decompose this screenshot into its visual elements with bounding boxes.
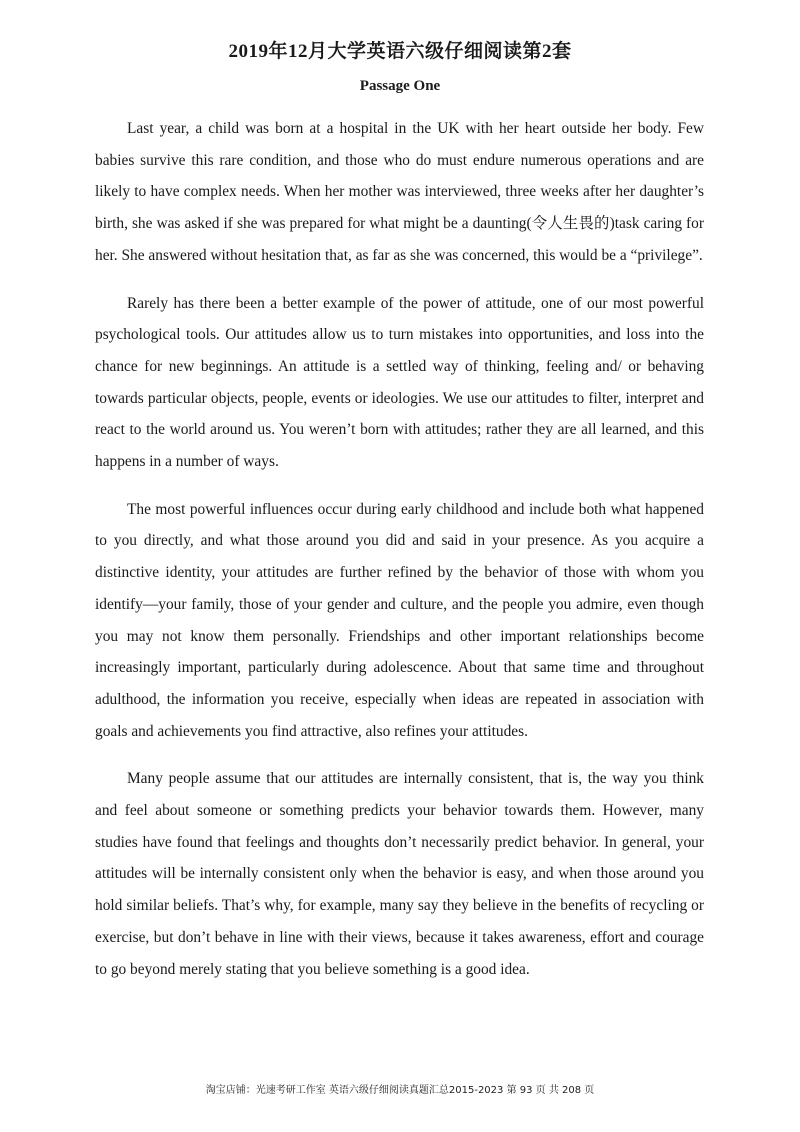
paragraph-3: The most powerful influences occur during early childhood and include both what happened to you directly, and what those around you did and said in your presence. As you acquire a distinctive identity, your attitudes are further refined by the behavior of those with whom you identify—your family, those of your gender and culture, and the people you admire, even though you may not know them personally. Friendships and other important relationships become increasingly important, particularly during adolescence. About that same time and throughout adulthood, the information you receive, especially when ideas are repeated in association with goals and achievements you find attractive, also refines your attitudes.	[95, 500, 704, 740]
page-footer: 淘宝店铺：光速考研工作室 英语六级仔细阅读真题汇总2015-2023 第 93 页 共 208 页	[205, 1085, 595, 1096]
paragraph-1: Last year, a child was born at a hospital in the UK with her heart outside her body. Few babies survive this rare condition, and those who do must endure numerous operations and are likely to have complex needs. When her mother was interviewed, three weeks after her daughter’s birth, she was asked if she was prepared for what might be a daunting(令人生畏的)task caring for her. She answered without hesitation that, as far as she was concerned, this would be a “privilege”.	[95, 120, 704, 264]
paragraph-2: Rarely has there been a better example of the power of attitude, one of our most powerful psychological tools. Our attitudes allow us to turn mistakes into opportunities, and loss into the chance for new beginnings. An attitude is a settled way of thinking, feeling and/ or behaving towards particular objects, people, events or ideologies. We use our attitudes to filter, interpret and react to the world around us. You weren’t born with attitudes; rather they are all learned, and this happens in a number of ways.	[95, 294, 704, 471]
passage-heading: Passage One	[359, 78, 441, 94]
passage-body	[95, 113, 704, 1001]
paragraph-4: Many people assume that our attitudes are internally consistent, that is, the way you think and feel about someone or something predicts your behavior towards them. However, many studies have found that feelings and thoughts don’t necessarily predict behavior. In general, your attitudes will be internally consistent only when the behavior is easy, and when those around you hold similar beliefs. That’s why, for example, many say they believe in the benefits of recycling or exercise, but don’t behave in line with their views, because it takes awareness, effort and courage to go beyond merely stating that you believe something is a good idea.	[95, 770, 704, 978]
page-title: 2019年12月大学英语六级仔细阅读第2套	[228, 41, 572, 62]
